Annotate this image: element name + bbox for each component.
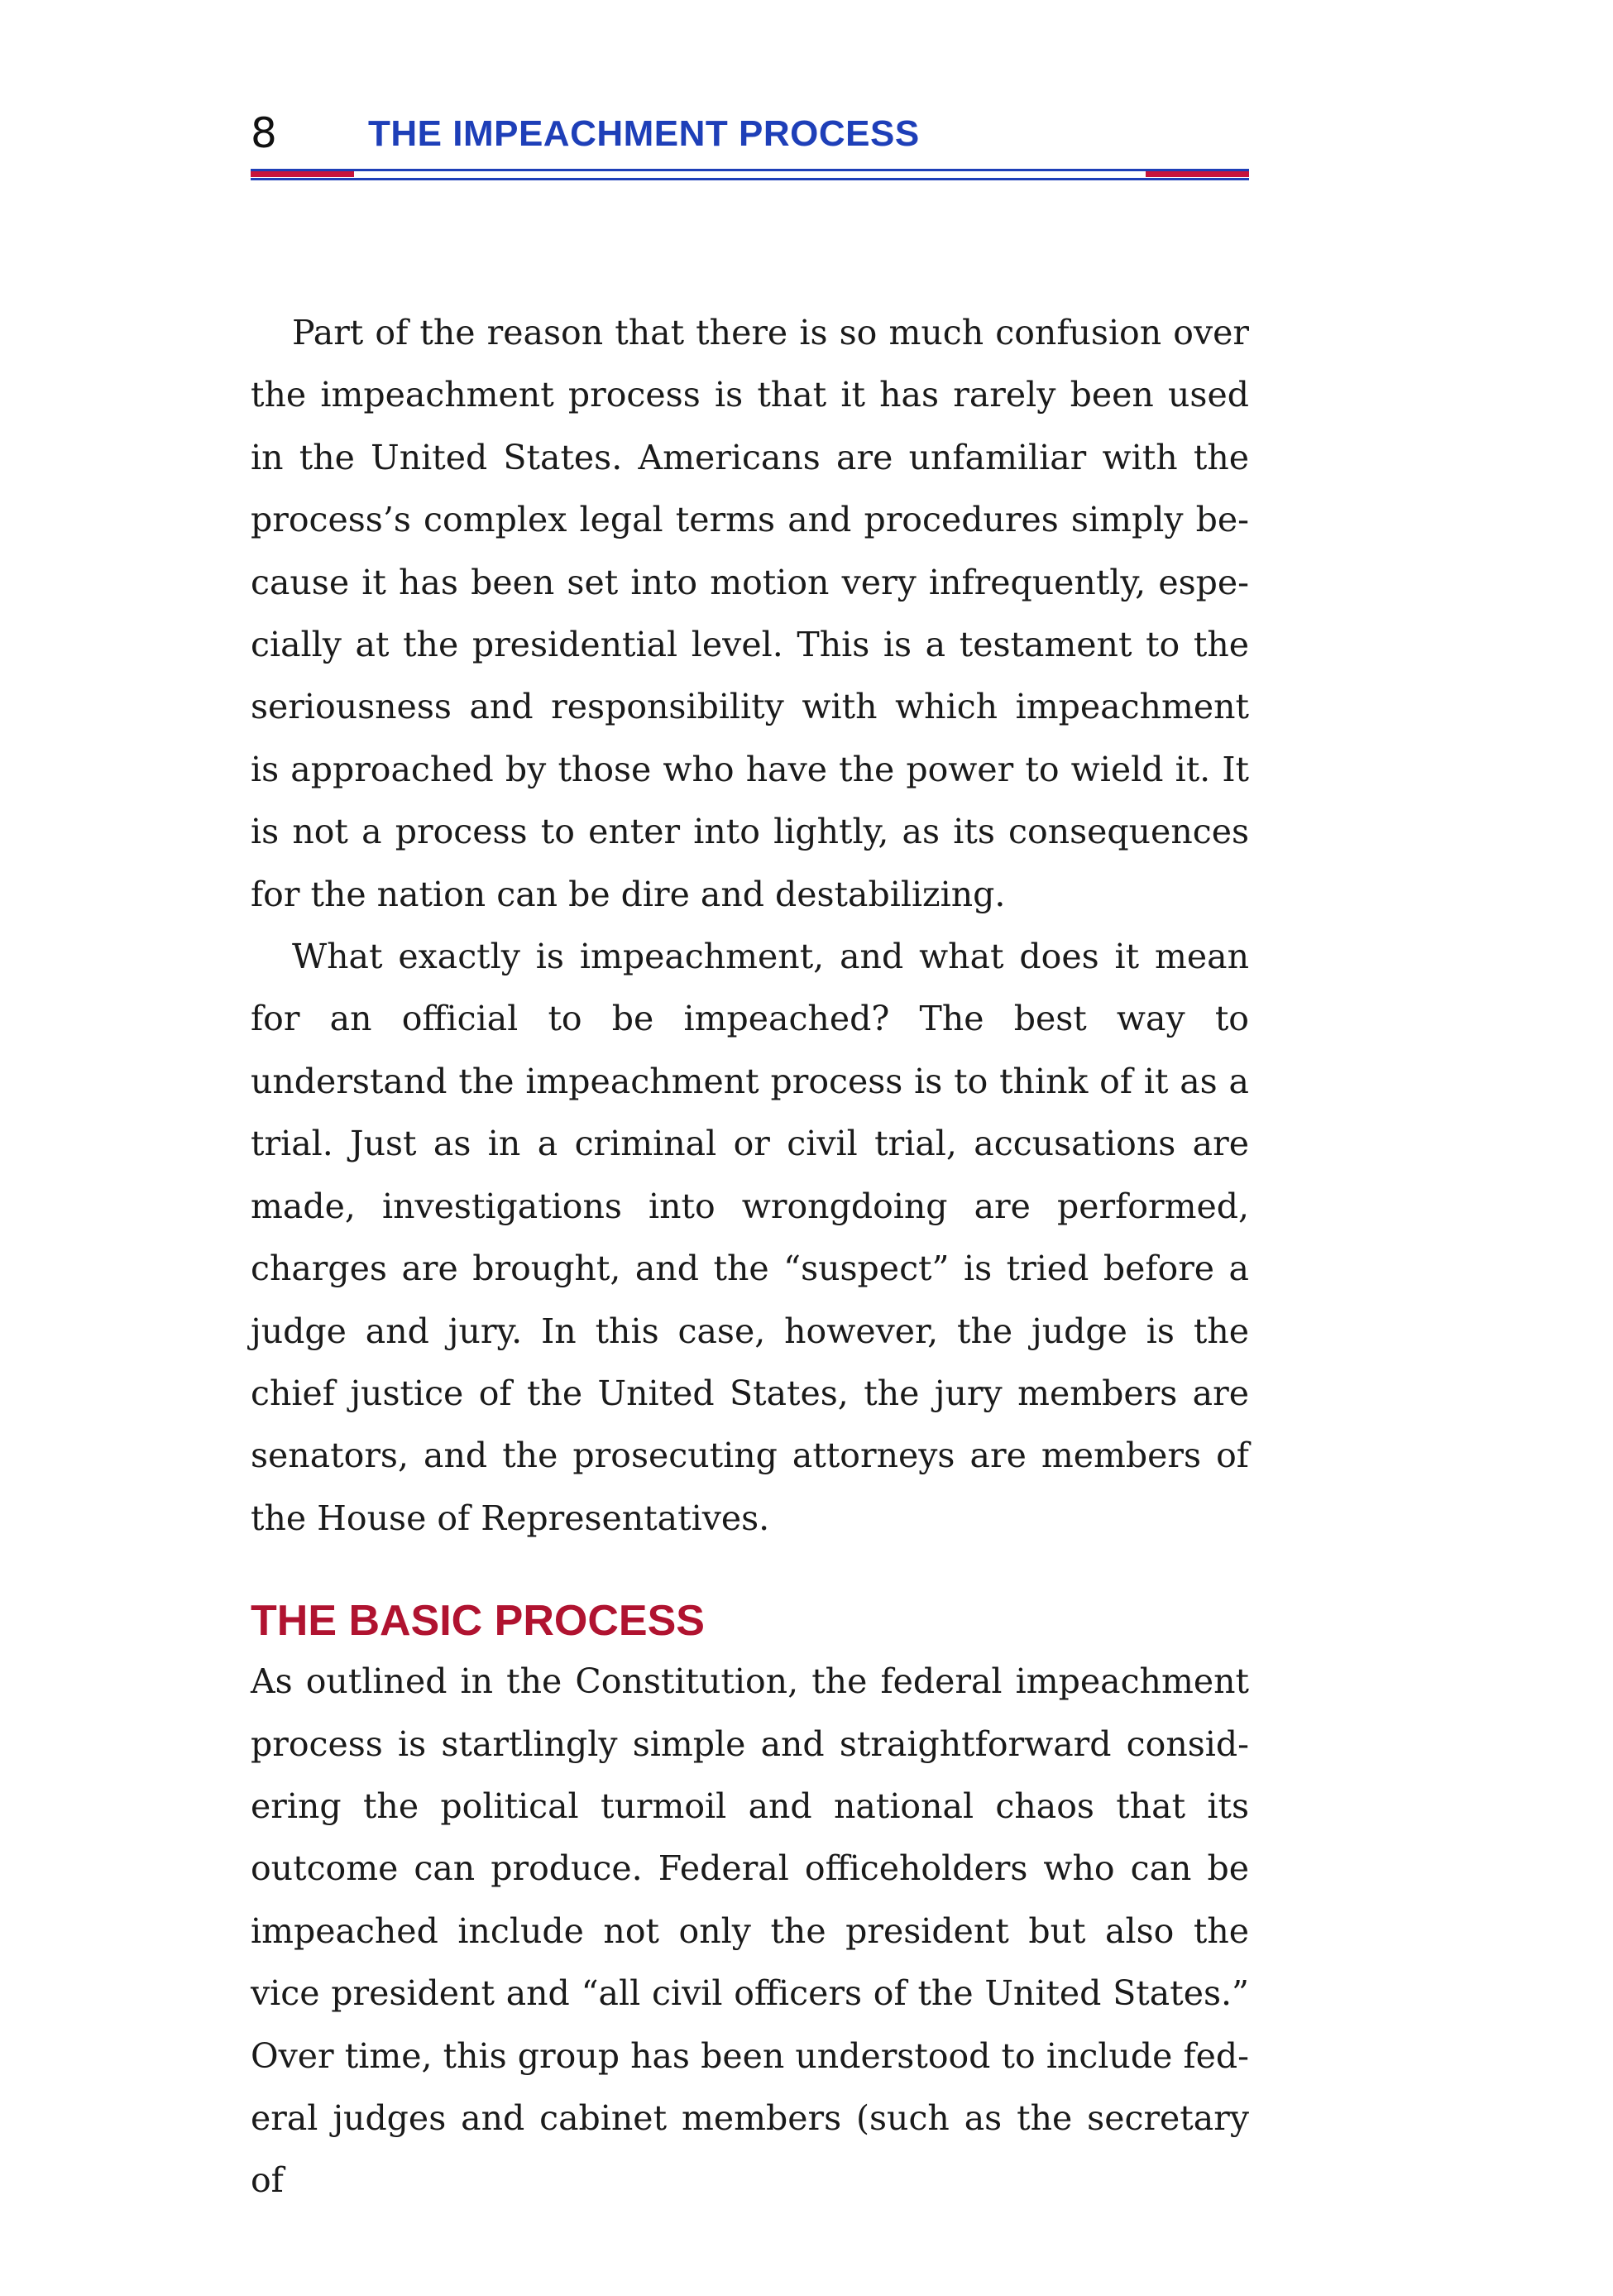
header-rule [251, 169, 1249, 180]
running-title: THE IMPEACHMENT PROCESS [368, 113, 920, 154]
body-paragraph-2: What exactly is impeachment, and what does it mean for an official to be impeached? The best way to understand the impeachment process is to think of it as a trial. Just as in a criminal or civil trial, accusations are made, investigations into wrongdoing are performed, charges are brought, and the “suspect” is tried before a judge and jury. In this case, however, the judge is the chief justice of the United States, the jury members are senators, and the prosecuting attorneys are members of the House of Representatives. [251, 937, 1249, 1538]
header-rule-blue-top [251, 169, 1249, 171]
header-rule-red-right [1146, 171, 1249, 177]
running-header [251, 106, 1249, 180]
section-paragraph: As outlined in the Constitution, the federal impeachment process is startlingly simple and straightforward considering the political turmoil and national chaos that its outcome can produce. Federal officeholders who can be impeached include not only the president but also the vice president and “all civil officers of the United States.” Over time, this group has been understood to include federal judges and cabinet members (such as the secretary of [251, 1661, 1249, 2201]
header-rule-blue-bottom [251, 178, 1249, 180]
page-number: 8 [251, 109, 277, 157]
header-rule-red-left [251, 171, 354, 177]
section-heading: THE BASIC PROCESS [251, 1597, 705, 1646]
body-paragraph-1: Part of the reason that there is so much confusion over the impeachment process is that it has rarely been used in the United States. Americans are unfamiliar with the process’s complex legal terms and procedures simply because it has been set into motion very infrequently, especially at the presidential level. This is a testament to the seriousness and responsibility with which impeachment is approached by those who have the power to wield it. It is not a process to enter into lightly, as its consequences for the nation can be dire and destabilizing. [251, 313, 1249, 914]
page-body [251, 302, 1249, 2212]
